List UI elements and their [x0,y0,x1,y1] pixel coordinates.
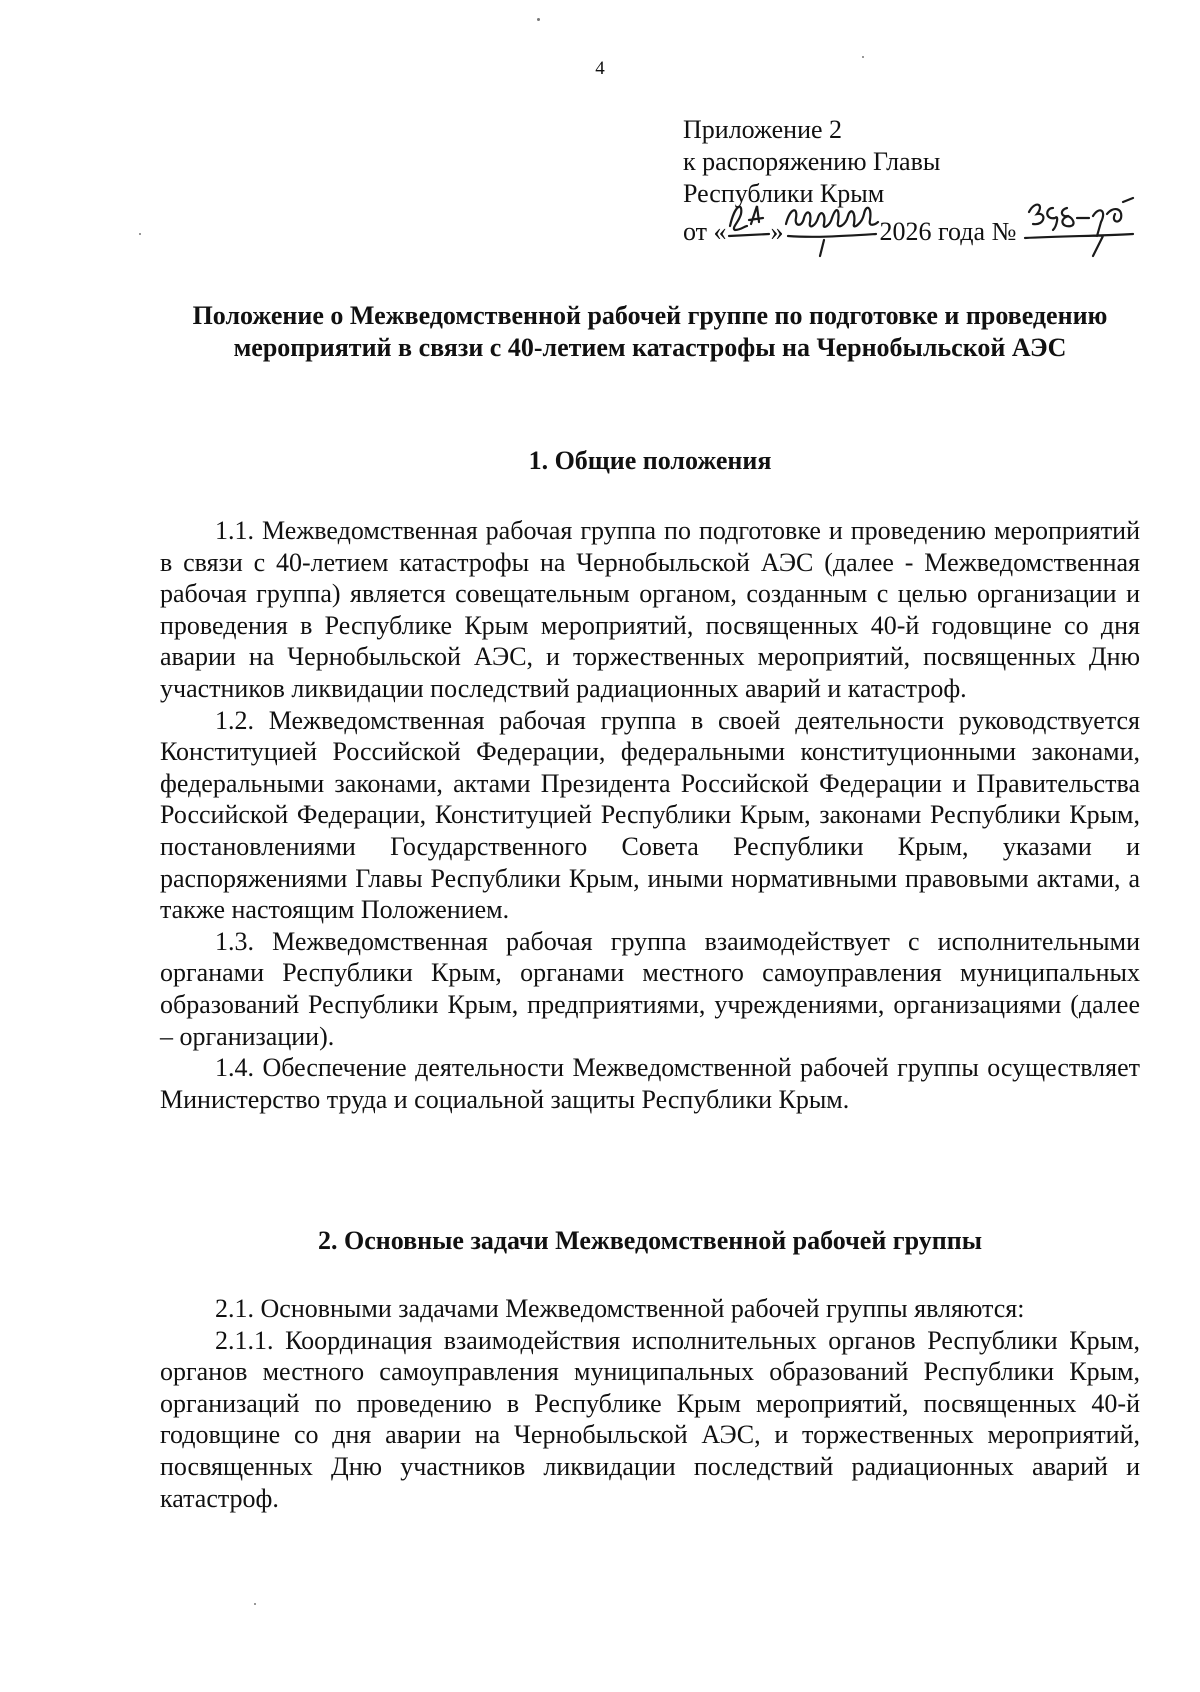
section-1-body [160,515,1140,1115]
date-year: 2026 года № [879,217,1017,246]
date-prefix: от « [683,217,727,246]
handwritten-number-signature [1023,196,1135,252]
section-1-heading: 1. Общие положения [528,446,772,475]
handwritten-day-signature [727,196,771,240]
section-2-body [160,1293,1140,1514]
handwritten-day [727,210,771,240]
appendix-title: Приложение 2 [683,115,843,144]
page-number: 4 [595,58,605,79]
paragraph-1-1: 1.1. Межведомственная рабочая группа по подготовке и проведению мероприятий в связи с 40-летием катастрофы на Чернобыльской АЭС (далее - Межведомственная рабочая группа) является совещательным органом, созданным с целью организации и проведения в Республике Крым мероприятий, посвященных 40-й годовщине со дня аварии на Чернобыльской АЭС, и торжественных мероприятий, посвященных Дню участников ликвидации последствий радиационных аварий и катастроф. [160,516,1140,703]
handwritten-month-signature [784,196,880,244]
paragraph-1-3: 1.3. Межведомственная рабочая группа взаимодействует с исполнительными органами Республики Крым, органами местного самоуправления муниципальных образований Республики Крым, предприятиями, учреждениями, организациями (далее – организации). [160,926,1140,1051]
paragraph-2-1: 2.1. Основными задачами Межведомственной рабочей группы являются: [215,1294,1025,1323]
appendix-region: Республики Крым [683,179,885,208]
section-2-heading: 2. Основные задачи Межведомственной рабочей группы [317,1226,982,1255]
scan-speck [254,1603,256,1605]
appendix-date-line [683,210,1135,248]
document-title: Положение о Межведомственной рабочей группе по подготовке и проведению мероприятий в связи с 40-летием катастрофы на Чернобыльской АЭС [192,301,1108,362]
handwritten-month [784,210,880,240]
date-close-quote: » [770,217,784,246]
paragraph-2-1-1: 2.1.1. Координация взаимодействия исполнительных органов Республики Крым, органов местного самоуправления муниципальных образований Республики Крым, организаций по проведению в Республике Крым мероприятий, посвященных 40-й годовщине со дня аварии на Чернобыльской АЭС, и торжественных мероприятий, посвященных Дню участников ликвидации последствий радиационных аварий и катастроф. [160,1325,1140,1513]
scan-speck [862,56,864,58]
paragraph-1-2: 1.2. Межведомственная рабочая группа в своей деятельности руководствуется Конституцией Российской Федерации, федеральными конституционными законами, федеральными законами, актами Президента Российской Федерации и Правительства Российской Федерации, Конституцией Республики Крым, законами Республики Крым, постановлениями Государственного Совета Республики Крым, указами и распоряжениями Главы Республики Крым, иными нормативными правовыми актами, а также настоящим Положением. [160,705,1140,925]
appendix-decree-ref: к распоряжению Главы [683,147,941,176]
handwritten-number [1023,210,1135,240]
scan-speck [139,233,141,235]
appendix-block [683,114,1135,248]
paragraph-1-4: 1.4. Обеспечение деятельности Межведомственной рабочей группы осуществляет Министерство труда и социальной защиты Республики Крым. [160,1053,1140,1114]
scan-speck [537,18,540,21]
